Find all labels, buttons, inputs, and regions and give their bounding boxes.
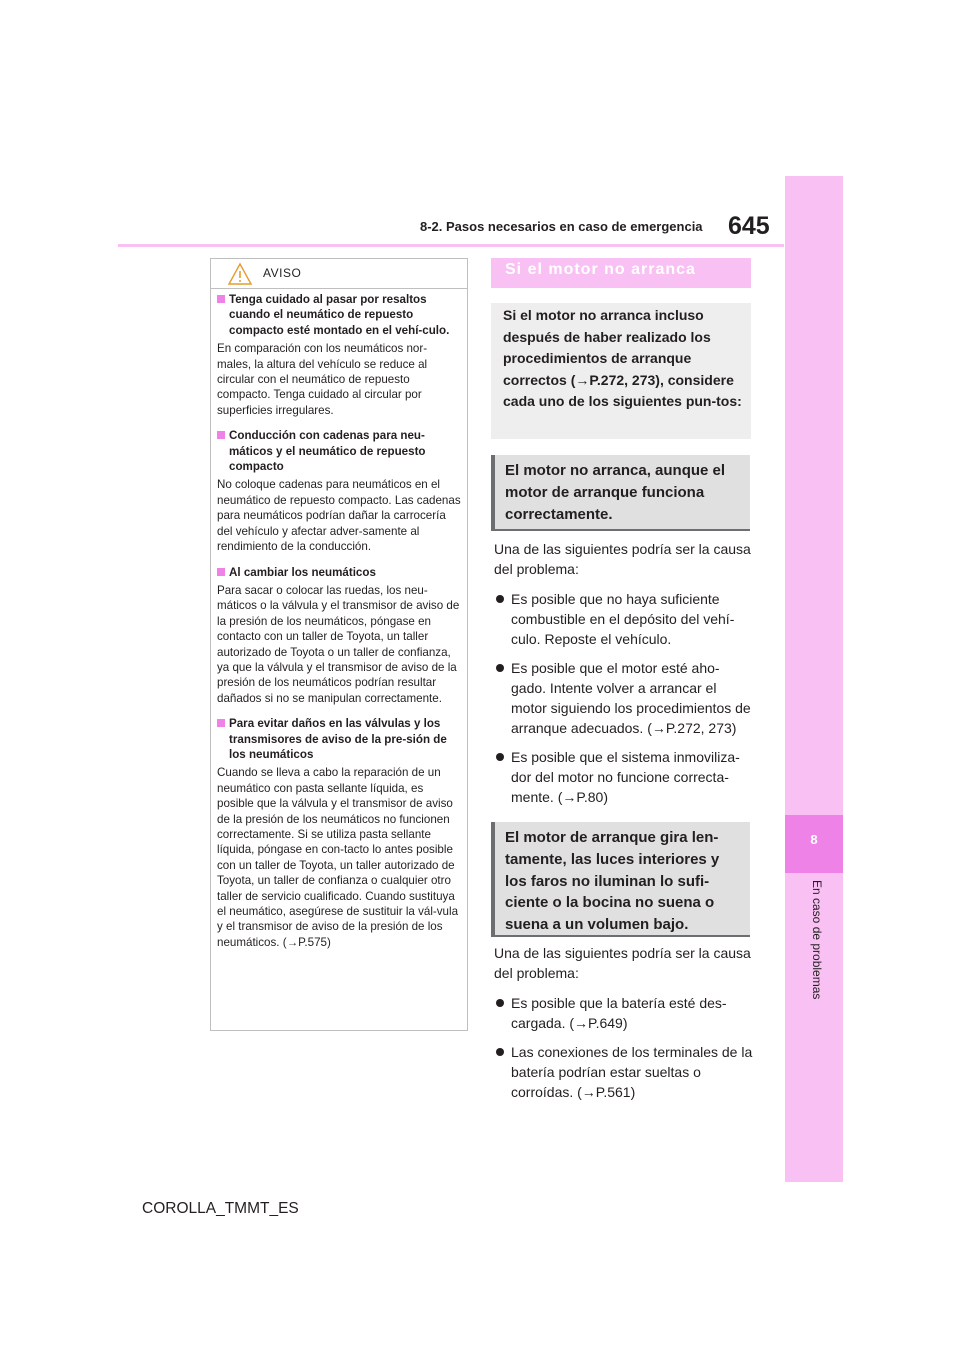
warning-item-body: En comparación con los neumáticos nor-males, la altura del vehículo se reduce al circular con el neumático de repuesto compacto. Tenga cuidado al circular por superficies irregulares. bbox=[217, 342, 428, 417]
warning-header bbox=[211, 262, 467, 288]
header-divider bbox=[118, 244, 784, 247]
subsection-body bbox=[494, 943, 754, 1111]
warning-item-body: No coloque cadenas para neumáticos en el neumático de repuesto compacto. Las cadenas para neumáticos podrían dañar la carrocería del vehículo y afectar adver-samente al rendimiento de la conducción. bbox=[217, 478, 461, 554]
subsection-body bbox=[494, 539, 754, 816]
warning-item-body: Cuando se lleva a cabo la reparación de un neumático con pasta sellante líquida, es posible que la válvula y el transmisor de aviso de la presión de los neumáticos no funcionen correctamente. Si se utiliza pasta sellante líquida, póngase en con-tacto lo antes posible con un taller de Toyota, un taller autorizado de Toyota, un taller de confianza o cualquier otro taller de servicio cualificado. Cuando sustituya el neumático, asegúrese de sustituir la vál-vula y el transmisor de aviso de la presión de los neumáticos. (→P.575) bbox=[217, 766, 459, 949]
list-item: Es posible que la batería esté des-cargada. (→P.649) bbox=[494, 993, 754, 1033]
bullet-list bbox=[494, 993, 754, 1102]
document-footer: COROLLA_TMMT_ES bbox=[142, 1200, 299, 1217]
topic-heading-bar bbox=[491, 258, 751, 288]
pink-square-bullet-icon bbox=[217, 431, 225, 439]
warning-item-title: Conducción con cadenas para neu-máticos y el neumático de repuesto compacto bbox=[229, 429, 426, 474]
subsection-heading-text: El motor de arranque gira len-tamente, las luces interiores y los faros no iluminan lo sufi-ciente o la bocina no suena o suena a un volumen bajo. bbox=[505, 829, 720, 934]
list-item: Es posible que el motor esté aho-gado. Intente volver a arrancar el motor siguiendo los procedimientos de arranque adecuados. (→P.272, 273) bbox=[494, 658, 754, 738]
bullet-list bbox=[494, 589, 754, 807]
pink-square-bullet-icon bbox=[217, 568, 225, 576]
subsection-heading bbox=[491, 455, 750, 531]
page-number: 645 bbox=[728, 212, 770, 240]
warning-item-body: Para sacar o colocar las ruedas, los neu-máticos o la válvula y el transmisor de aviso de la presión de los neumáticos, póngase en contacto con un taller de Toyota, un taller autorizado de Toyota o un taller de confianza, ya que la válvula y el transmisor de aviso de la presión de los neumáticos podrían resultar dañados si no se manipulan correctamente. bbox=[217, 583, 460, 705]
subsection-lead: Una de las siguientes podría ser la causa del problema: bbox=[494, 541, 751, 577]
chapter-label-text: En caso de problemas bbox=[810, 880, 824, 1000]
warning-item-title: Al cambiar los neumáticos bbox=[229, 565, 376, 579]
chapter-label bbox=[810, 880, 830, 1030]
subsection-heading-text: El motor no arranca, aunque el motor de arranque funciona correctamente. bbox=[505, 462, 726, 523]
warning-content bbox=[217, 292, 461, 960]
warning-triangle-icon bbox=[227, 262, 253, 286]
chapter-side-tab bbox=[785, 176, 843, 1182]
intro-box bbox=[491, 303, 751, 439]
warning-label: AVISO bbox=[263, 266, 302, 280]
list-item: Es posible que no haya suficiente combustible en el depósito del vehí-culo. Reposte el vehículo. bbox=[494, 589, 754, 649]
warning-divider bbox=[211, 288, 467, 289]
pink-square-bullet-icon bbox=[217, 719, 225, 727]
list-item: Las conexiones de los terminales de la batería podrían estar sueltas o corroídas. (→P.561) bbox=[494, 1042, 754, 1102]
warning-item bbox=[217, 716, 461, 950]
section-title: 8-2. Pasos necesarios en caso de emergencia bbox=[420, 219, 703, 234]
chapter-number: 8 bbox=[810, 832, 818, 847]
topic-heading: Si el motor no arranca bbox=[505, 261, 696, 278]
subsection-heading bbox=[491, 822, 750, 937]
subsection-lead: Una de las siguientes podría ser la causa del problema: bbox=[494, 945, 751, 981]
warning-item-title: Tenga cuidado al pasar por resaltos cuando el neumático de repuesto compacto esté montado en el vehí-culo. bbox=[229, 293, 450, 337]
warning-item bbox=[217, 292, 461, 418]
warning-item bbox=[217, 428, 461, 554]
warning-item-title: Para evitar daños en las válvulas y los transmisores de aviso de la pre-sión de los neumáticos bbox=[229, 717, 447, 761]
list-item: Es posible que el sistema inmoviliza-dor del motor no funcione correcta-mente. (→P.80) bbox=[494, 747, 754, 807]
intro-text: Si el motor no arranca incluso después de haber realizado los procedimientos de arranque correctos (→P.272, 273), considere cada uno de los siguientes pun-tos: bbox=[503, 307, 742, 410]
warning-item bbox=[217, 565, 461, 707]
pink-square-bullet-icon bbox=[217, 295, 225, 303]
